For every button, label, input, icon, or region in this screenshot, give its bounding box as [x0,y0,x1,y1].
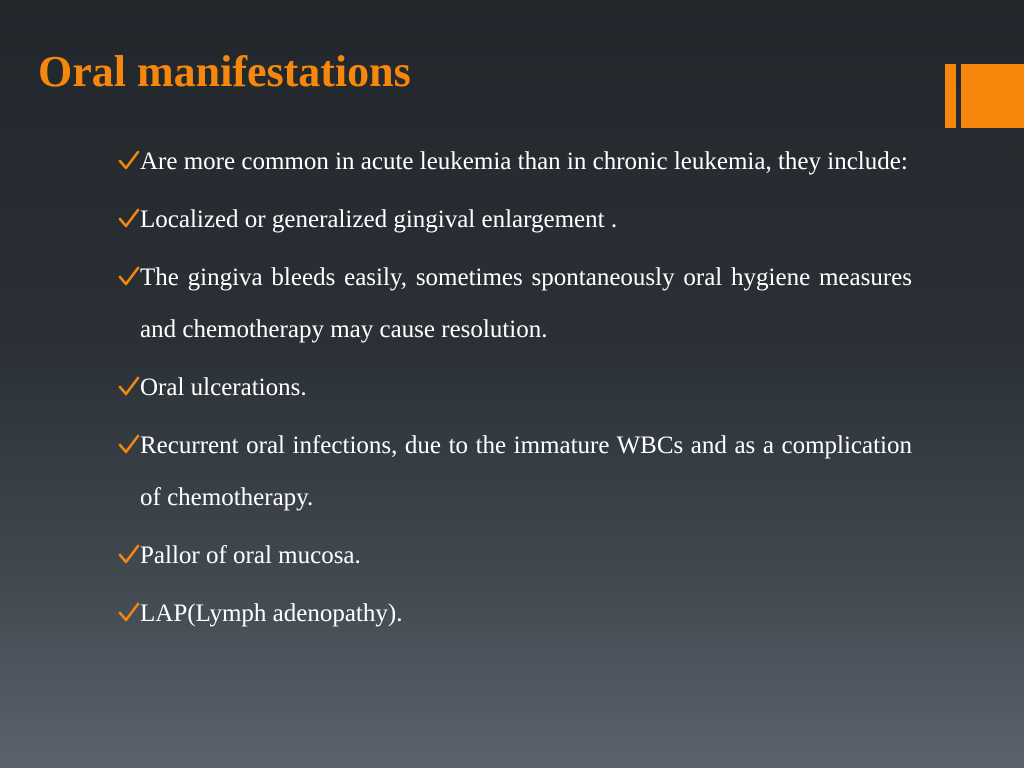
bullet-list [118,136,912,646]
bullet-text: Localized or generalized gingival enlargement . [140,206,618,233]
check-icon [118,375,140,397]
check-icon [118,433,140,455]
list-item [118,588,912,640]
check-icon [118,149,140,171]
list-item [118,362,912,414]
accent-bar-thin [945,64,956,128]
accent-decoration [945,64,1024,128]
accent-bar-thick [961,64,1024,128]
list-item [118,420,912,524]
check-icon [118,601,140,623]
list-item [118,136,912,188]
bullet-text: Pallor of oral mucosa. [140,542,361,569]
check-icon [118,543,140,565]
list-item [118,252,912,356]
list-item [118,530,912,582]
bullet-text: LAP(Lymph adenopathy). [140,600,403,627]
list-item [118,194,912,246]
bullet-text: The gingiva bleeds easily, sometimes spontaneously oral hygiene measures and chemotherapy may cause resolution. [140,264,912,343]
bullet-text: Oral ulcerations. [140,374,307,401]
slide-title: Oral manifestations [38,47,411,96]
check-icon [118,265,140,287]
bullet-text: Recurrent oral infections, due to the immature WBCs and as a complication of chemotherapy. [140,432,912,511]
bullet-text: Are more common in acute leukemia than in chronic leukemia, they include: [140,148,908,175]
check-icon [118,207,140,229]
